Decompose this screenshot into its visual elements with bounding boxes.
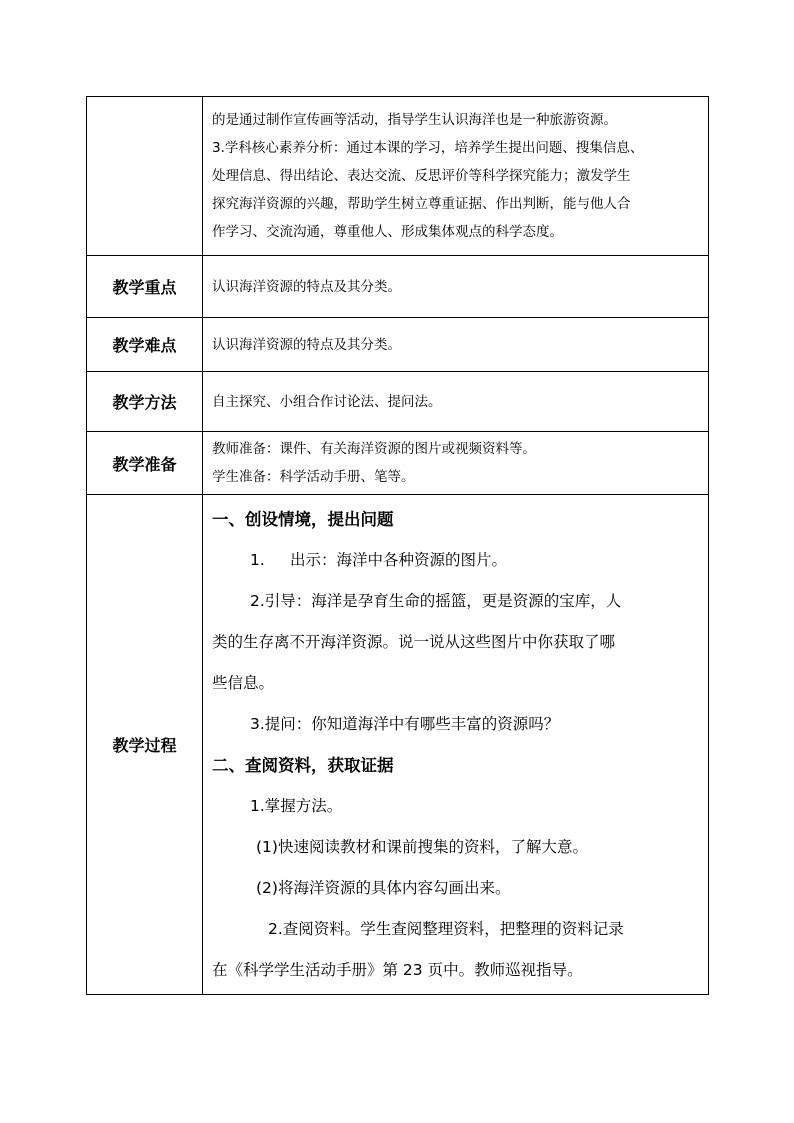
process-label: 教学过程 <box>87 495 203 995</box>
preparation-label: 教学准备 <box>87 432 203 495</box>
step-text: 出示：海洋中各种资源的图片。 <box>290 550 508 569</box>
key-point-label: 教学重点 <box>87 256 203 318</box>
difficulty-label: 教学难点 <box>87 318 203 372</box>
lesson-plan-table <box>86 96 709 995</box>
section-1-title: 一、创设情境，提出问题 <box>212 509 394 529</box>
objective-line: 作学习、交流沟通，尊重他人、形成集体观点的科学态度。 <box>212 224 563 240</box>
step-number: 1. <box>250 550 265 569</box>
key-point-row <box>87 256 709 318</box>
method-row <box>87 372 709 432</box>
preparation-content <box>203 432 709 495</box>
step-2-1-sub2: (2)将海洋资源的具体内容勾画出来。 <box>256 878 511 897</box>
step-1-1 <box>212 540 702 581</box>
step-2-2: 2.查阅资料。学生查阅整理资料，把整理的资料记录 <box>268 919 624 938</box>
process-row <box>87 495 709 995</box>
student-preparation: 学生准备：科学活动手册、笔等。 <box>212 469 415 485</box>
objectives-content <box>203 97 709 256</box>
difficulty-text: 认识海洋资源的特点及其分类。 <box>203 318 709 372</box>
objective-line: 处理信息、得出结论、表达交流、反思评价等科学探究能力；激发学生 <box>212 168 631 184</box>
step-2-2-cont: 在《科学学生活动手册》第 23 页中。教师巡视指导。 <box>212 960 583 979</box>
step-2-1: 1.掌握方法。 <box>250 796 343 815</box>
step-1-2-cont: 些信息。 <box>212 673 275 692</box>
step-1-2: 2.引导：海洋是孕育生命的摇篮，更是资源的宝库，人 <box>250 591 622 610</box>
process-content <box>203 495 709 995</box>
section-2-title: 二、查阅资料，获取证据 <box>212 755 394 775</box>
step-1-3: 3.提问：你知道海洋中有哪些丰富的资源吗？ <box>250 714 560 733</box>
difficulty-row <box>87 318 709 372</box>
objectives-continued-row <box>87 97 709 256</box>
empty-label-cell <box>87 97 203 256</box>
objective-line: 3.学科核心素养分析：通过本课的学习，培养学生提出问题、搜集信息、 <box>212 140 644 156</box>
preparation-row <box>87 432 709 495</box>
method-label: 教学方法 <box>87 372 203 432</box>
step-2-1-sub1: (1)快速阅读教材和课前搜集的资料，了解大意。 <box>256 837 588 856</box>
objective-line: 的是通过制作宣传画等活动，指导学生认识海洋也是一种旅游资源。 <box>212 112 617 128</box>
teacher-preparation: 教师准备：课件、有关海洋资源的图片或视频资料等。 <box>212 441 536 457</box>
method-text: 自主探究、小组合作讨论法、提问法。 <box>203 372 709 432</box>
objective-line: 探究海洋资源的兴趣，帮助学生树立尊重证据、作出判断，能与他人合 <box>212 196 631 212</box>
key-point-text: 认识海洋资源的特点及其分类。 <box>203 256 709 318</box>
step-1-2-cont: 类的生存离不开海洋资源。说一说从这些图片中你获取了哪 <box>212 632 616 651</box>
